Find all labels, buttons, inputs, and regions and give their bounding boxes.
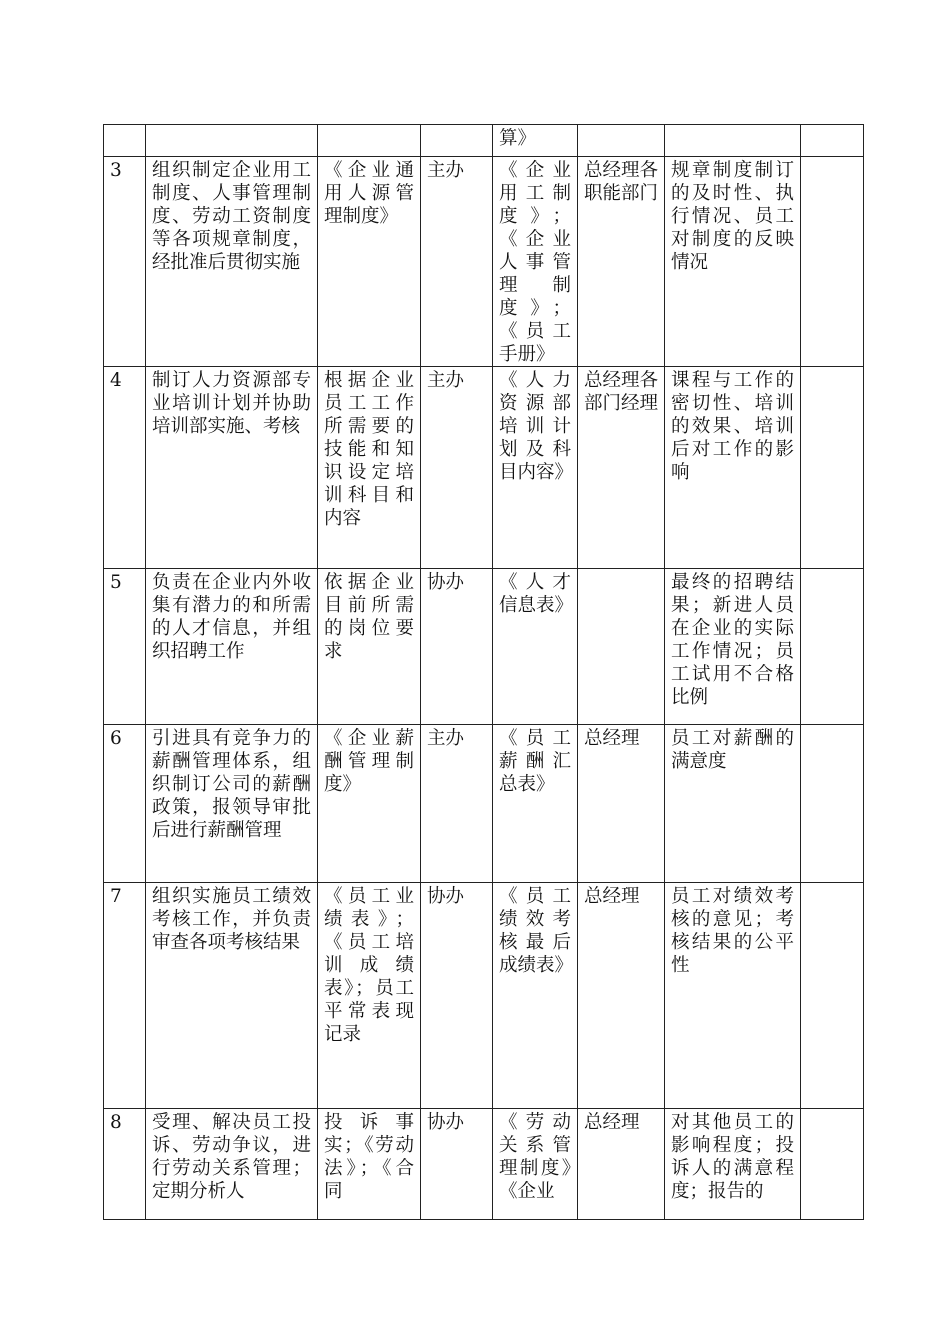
role-cell: 协办	[421, 1109, 493, 1220]
basis-cell: 依据企业目前所需的岗位要求	[318, 569, 421, 725]
table-row	[104, 367, 864, 569]
criteria-cell: 课程与工作的密切性、培训的效果、培训后对工作的影响	[665, 367, 801, 569]
remark-cell	[801, 725, 864, 883]
contact-cell	[578, 569, 665, 725]
basis-cell: 根据企业员工工作所需要的技能和知识设定培训科目和内容	[318, 367, 421, 569]
basis-cell: 《员工业绩表》；《员工培训成绩表》；员工平常表现记录	[318, 883, 421, 1109]
table-row	[104, 725, 864, 883]
responsibility-table	[103, 124, 864, 1220]
remark-cell	[801, 883, 864, 1109]
basis-cell: 投诉事实；《劳动法》；《合同	[318, 1109, 421, 1220]
duty-cell: 引进具有竞争力的薪酬管理体系，组织制订公司的薪酬政策，报领导审批后进行薪酬管理	[146, 725, 318, 883]
document-cell: 《劳动关系管理制度》《企业	[493, 1109, 578, 1220]
duty-cell: 组织制定企业用工制度、人事管理制度、劳动工资制度等各项规章制度，经批准后贯彻实施	[146, 157, 318, 367]
role-cell: 主办	[421, 367, 493, 569]
duty-cell: 负责在企业内外收集有潜力的和所需的人才信息，并组织招聘工作	[146, 569, 318, 725]
duty-cell	[146, 125, 318, 157]
contact-cell: 总经理	[578, 883, 665, 1109]
criteria-cell: 最终的招聘结果；新进人员在企业的实际工作情况；员工试用不合格比例	[665, 569, 801, 725]
role-cell: 协办	[421, 569, 493, 725]
basis-cell: 《企业通用人源管理制度》	[318, 157, 421, 367]
number-cell: 4	[104, 367, 146, 569]
criteria-cell: 员工对薪酬的满意度	[665, 725, 801, 883]
contact-cell: 总经理各职能部门	[578, 157, 665, 367]
role-cell: 主办	[421, 157, 493, 367]
number-cell: 6	[104, 725, 146, 883]
duty-cell: 组织实施员工绩效考核工作，并负责审查各项考核结果	[146, 883, 318, 1109]
contact-cell: 总经理	[578, 725, 665, 883]
criteria-cell: 规章制度制订的及时性、执行情况、员工对制度的反映情况	[665, 157, 801, 367]
table-row	[104, 157, 864, 367]
remark-cell	[801, 1109, 864, 1220]
document-cell: 《人力资源部培训计划及科目内容》	[493, 367, 578, 569]
table-row	[104, 569, 864, 725]
role-cell	[421, 125, 493, 157]
remark-cell	[801, 157, 864, 367]
document-text: 算》	[499, 128, 537, 149]
duty-cell: 制订人力资源部专业培训计划并协助培训部实施、考核	[146, 367, 318, 569]
basis-cell: 《企业薪酬管理制度》	[318, 725, 421, 883]
remark-cell	[801, 569, 864, 725]
number-cell: 8	[104, 1109, 146, 1220]
criteria-cell: 员工对绩效考核的意见；考核结果的公平性	[665, 883, 801, 1109]
document-cell: 《人才信息表》	[493, 569, 578, 725]
contact-cell: 总经理各部门经理	[578, 367, 665, 569]
table-row	[104, 125, 864, 157]
criteria-cell	[665, 125, 801, 157]
number-cell	[104, 125, 146, 157]
table-row	[104, 883, 864, 1109]
document-cell: 《员工薪酬汇总表》	[493, 725, 578, 883]
document-cell: 《员工绩效考核最后成绩表》	[493, 883, 578, 1109]
role-cell: 协办	[421, 883, 493, 1109]
number-cell: 5	[104, 569, 146, 725]
criteria-cell: 对其他员工的影响程度；投诉人的满意程度；报告的	[665, 1109, 801, 1220]
remark-cell	[801, 367, 864, 569]
basis-cell	[318, 125, 421, 157]
number-cell: 7	[104, 883, 146, 1109]
document-cell: 《企业用工制度》；《企业人事管理制度》；《员工手册》	[493, 157, 578, 367]
number-cell: 3	[104, 157, 146, 367]
contact-cell	[578, 125, 665, 157]
document-cell	[493, 125, 578, 157]
table-row	[104, 1109, 864, 1220]
remark-cell	[801, 125, 864, 157]
contact-cell: 总经理	[578, 1109, 665, 1220]
duty-cell: 受理、解决员工投诉、劳动争议，进行劳动关系管理；定期分析人	[146, 1109, 318, 1220]
role-cell: 主办	[421, 725, 493, 883]
